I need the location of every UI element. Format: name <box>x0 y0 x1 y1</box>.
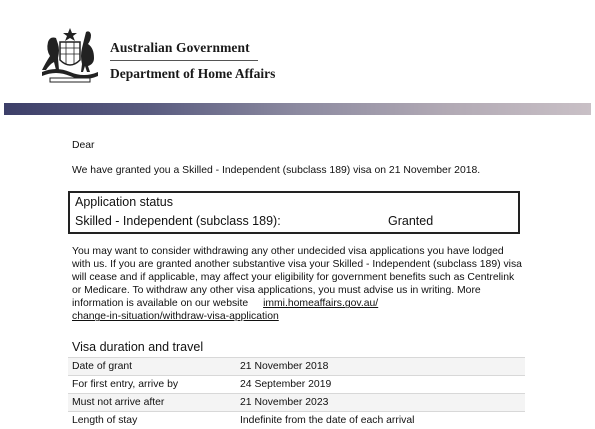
row-value: 21 November 2023 <box>236 394 525 412</box>
row-label: For first entry, arrive by <box>68 376 236 394</box>
status-title: Application status <box>75 195 173 209</box>
section-title: Visa duration and travel <box>72 340 204 354</box>
coat-of-arms-icon <box>36 26 104 84</box>
row-value: Indefinite from the date of each arrival <box>236 412 525 429</box>
government-name: Australian Government <box>110 40 250 55</box>
row-value: 21 November 2018 <box>236 358 525 376</box>
salutation: Dear <box>72 140 95 151</box>
row-label: Must not arrive after <box>68 394 236 412</box>
application-status-box <box>68 191 520 234</box>
table-row <box>68 376 525 394</box>
grant-sentence: We have granted you a Skilled - Independent (subclass 189) visa on 21 November 2018. <box>72 165 481 176</box>
table-row <box>68 358 525 376</box>
letterhead <box>0 0 595 105</box>
table-row <box>68 394 525 412</box>
visa-duration-table <box>68 357 525 429</box>
government-title-block <box>110 40 275 82</box>
row-value: 24 September 2019 <box>236 376 525 394</box>
row-label: Date of grant <box>68 358 236 376</box>
title-divider <box>110 60 258 61</box>
row-label: Length of stay <box>68 412 236 429</box>
status-visa-label: Skilled - Independent (subclass 189): <box>75 214 281 228</box>
header-band <box>4 103 591 115</box>
website-link-part1[interactable]: immi.homeaffairs.gov.au/ <box>263 298 379 310</box>
website-link-part2[interactable]: change-in-situation/withdraw-visa-application <box>72 311 279 323</box>
status-value: Granted <box>388 214 434 228</box>
department-name: Department of Home Affairs <box>110 66 276 81</box>
paragraph-text: You may want to consider withdrawing any other undecided visa applications you have lodged with us. If you are granted another substantive visa your Skilled - Independent (subclass 189) visa will cease and if applicable, may affect your eligibility for government benefits such as Centrelink or Medicare. To withdraw any other visa applications, you must advise us in writing. More information is available on our website <box>72 246 522 310</box>
table-row <box>68 412 525 429</box>
withdrawal-paragraph <box>72 245 524 324</box>
